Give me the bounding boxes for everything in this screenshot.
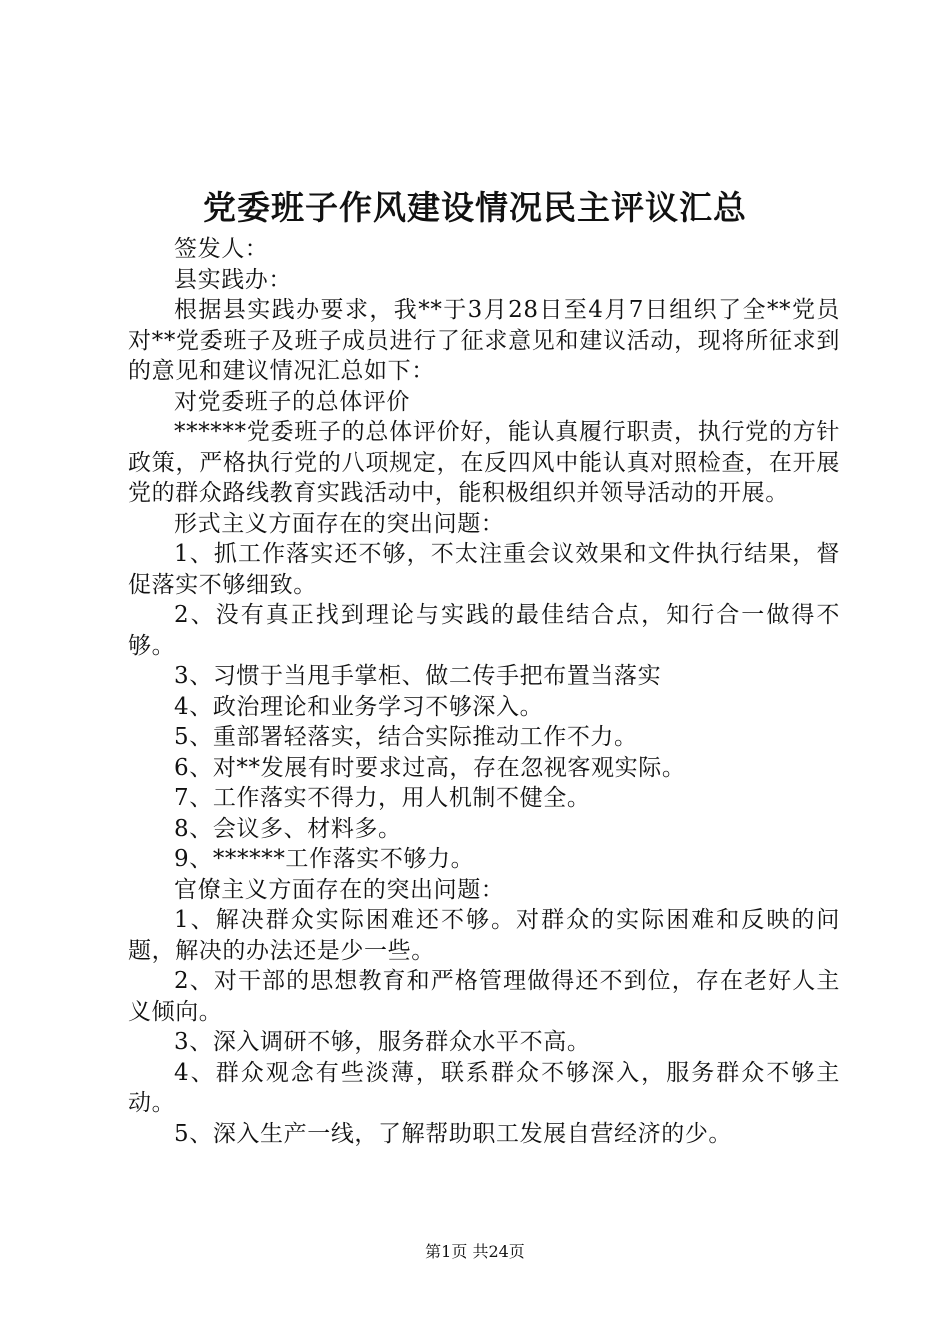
list-item-formalism-3: 3、习惯于当甩手掌柜、做二传手把布置当落实 (174, 663, 662, 689)
list-item-bureaucratism-5: 5、深入生产一线，了解帮助职工发展自营经济的少。 (174, 1120, 733, 1147)
list-item-formalism-1: 1、抓工作落实还不够，不太注重会议效果和文件执行结果，督促落实不够细致。 (128, 541, 840, 598)
section-heading-overall-evaluation: 对党委班子的总体评价 (174, 388, 410, 415)
paragraph-recipient: 县实践办： (174, 266, 292, 293)
list-item-formalism-5: 5、重部署轻落实，结合实际推动工作不力。 (174, 724, 638, 750)
paragraph-overall-evaluation: ******党委班子的总体评价好，能认真履行职责，执行党的方针政策，严格执行党的八项规定，在反四风中能认真对照检查，在开展党的群众路线教育实践活动中，能积极组织并领导活动的开展。 (128, 419, 840, 506)
document-body (128, 234, 840, 1149)
list-item-formalism-4: 4、政治理论和业务学习不够深入。 (174, 693, 544, 720)
list-item-formalism-8: 8、会议多、材料多。 (174, 815, 402, 842)
list-item-bureaucratism-4: 4、群众观念有些淡薄，联系群众不够深入，服务群众不够主动。 (128, 1059, 840, 1116)
list-item-formalism-2: 2、没有真正找到理论与实践的最佳结合点，知行合一做得不够。 (128, 602, 840, 659)
section-heading-formalism: 形式主义方面存在的突出问题： (174, 510, 505, 537)
paragraph-intro: 根据县实践办要求，我**于3月28日至4月7日组织了全**党员对**党委班子及班子成员进行了征求意见和建议活动，现将所征求到的意见和建议情况汇总如下： (128, 297, 840, 384)
list-item-bureaucratism-2: 2、对干部的思想教育和严格管理做得还不到位，存在老好人主义倾向。 (128, 968, 840, 1025)
section-heading-bureaucratism: 官僚主义方面存在的突出问题： (174, 876, 505, 903)
list-item-formalism-6: 6、对**发展有时要求过高，存在忽视客观实际。 (174, 754, 686, 781)
page-number-footer: 第1页 共24页 (425, 1242, 525, 1261)
list-item-formalism-7: 7、工作落实不得力，用人机制不健全。 (174, 785, 591, 811)
list-item-formalism-9: 9、******工作落实不够力。 (174, 846, 475, 872)
paragraph-signer: 签发人： (174, 236, 269, 262)
list-item-bureaucratism-1: 1、解决群众实际困难还不够。对群众的实际困难和反映的问题，解决的办法还是少一些。 (128, 907, 840, 964)
list-item-bureaucratism-3: 3、深入调研不够，服务群众水平不高。 (174, 1029, 591, 1055)
document-title: 党委班子作风建设情况民主评议汇总 (203, 188, 747, 227)
